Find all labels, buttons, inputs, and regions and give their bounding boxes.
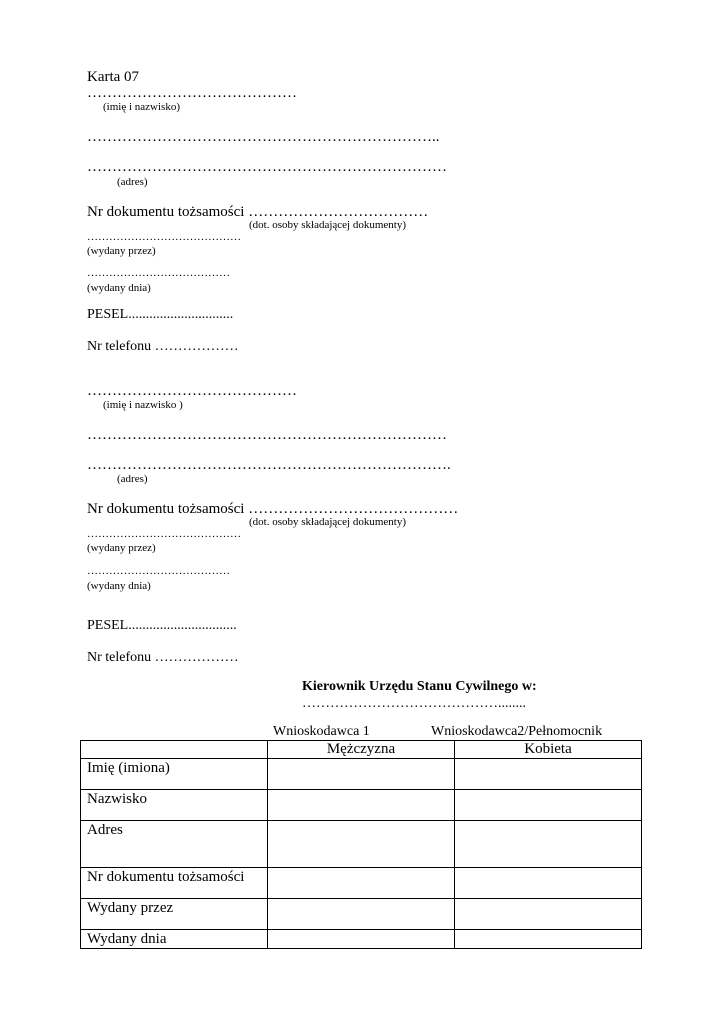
person2-issued-by-field[interactable]: …………………………………… xyxy=(87,528,241,540)
cell-issued-date-woman[interactable] xyxy=(455,930,642,949)
person1-pesel-field[interactable]: PESEL.............................. xyxy=(87,307,234,322)
cell-address-man[interactable] xyxy=(268,821,455,868)
cell-issued-by-man[interactable] xyxy=(268,899,455,930)
cell-issued-date-man[interactable] xyxy=(268,930,455,949)
person1-phone-field[interactable]: Nr telefonu ……………… xyxy=(87,339,239,354)
applicant1-heading: Wnioskodawca 1 xyxy=(273,724,370,739)
person1-name-caption: (imię i nazwisko) xyxy=(103,101,180,113)
person1-name-field[interactable]: …………………………………… xyxy=(87,85,297,101)
cell-id-document-woman[interactable] xyxy=(455,868,642,899)
person1-id-document-field[interactable]: Nr dokumentu tożsamości ……………………………… xyxy=(87,204,429,220)
person2-id-document-field[interactable]: Nr dokumentu tożsamości …………………………………… xyxy=(87,501,459,517)
cell-surname-woman[interactable] xyxy=(455,790,642,821)
table-row xyxy=(81,930,642,949)
card-title: Karta 07 xyxy=(87,69,140,85)
header-cell-man: Mężczyzna xyxy=(268,741,455,759)
cell-first-names-man[interactable] xyxy=(268,759,455,790)
person2-address-line2[interactable]: ………………………………………………………………. xyxy=(87,457,451,473)
applicant2-heading: Wnioskodawca2/Pełnomocnik xyxy=(431,724,603,739)
person2-issued-date-field[interactable]: ………………………………… xyxy=(87,565,230,577)
person2-issued-date-caption: (wydany dnia) xyxy=(87,580,151,592)
recipient-office-field[interactable]: ……………………………………........ xyxy=(302,696,526,711)
person2-issued-by-caption: (wydany przez) xyxy=(87,542,156,554)
person2-address-caption: (adres) xyxy=(117,473,148,485)
applicants-table xyxy=(80,740,642,949)
row-label-issued-date: Wydany dnia xyxy=(81,930,268,949)
cell-surname-man[interactable] xyxy=(268,790,455,821)
table-row xyxy=(81,868,642,899)
person2-pesel-field[interactable]: PESEL............................... xyxy=(87,618,237,633)
table-row xyxy=(81,790,642,821)
person1-issued-by-field[interactable]: …………………………………… xyxy=(87,231,241,243)
person2-id-document-caption: (dot. osoby składającej dokumenty) xyxy=(249,516,407,528)
row-label-id-document: Nr dokumentu tożsamości xyxy=(81,868,268,899)
person1-id-document-caption: (dot. osoby składającej dokumenty) xyxy=(249,219,407,231)
table-row xyxy=(81,759,642,790)
table-header-row xyxy=(81,741,642,759)
cell-first-names-woman[interactable] xyxy=(455,759,642,790)
header-cell-woman: Kobieta xyxy=(455,741,642,759)
cell-address-woman[interactable] xyxy=(455,821,642,868)
person1-address-line2[interactable]: ……………………………………………………………… xyxy=(87,159,447,175)
person2-name-caption: (imię i nazwisko ) xyxy=(103,399,183,411)
row-label-surname: Nazwisko xyxy=(81,790,268,821)
row-label-first-names: Imię (imiona) xyxy=(81,759,268,790)
person2-phone-field[interactable]: Nr telefonu ……………… xyxy=(87,650,239,665)
cell-id-document-man[interactable] xyxy=(268,868,455,899)
cell-issued-by-woman[interactable] xyxy=(455,899,642,930)
header-cell-empty xyxy=(81,741,268,759)
person1-address-line1[interactable]: …………………………………………………………….. xyxy=(87,129,440,145)
person2-address-line1[interactable]: ……………………………………………………………… xyxy=(87,427,447,443)
row-label-address: Adres xyxy=(81,821,268,868)
table-row xyxy=(81,821,642,868)
table-row xyxy=(81,899,642,930)
person1-address-caption: (adres) xyxy=(117,176,148,188)
person1-issued-date-caption: (wydany dnia) xyxy=(87,282,151,294)
recipient-title: Kierownik Urzędu Stanu Cywilnego w: xyxy=(302,679,537,694)
row-label-issued-by: Wydany przez xyxy=(81,899,268,930)
person1-issued-by-caption: (wydany przez) xyxy=(87,245,156,257)
person1-issued-date-field[interactable]: ………………………………… xyxy=(87,267,230,279)
person2-name-field[interactable]: …………………………………… xyxy=(87,383,297,399)
